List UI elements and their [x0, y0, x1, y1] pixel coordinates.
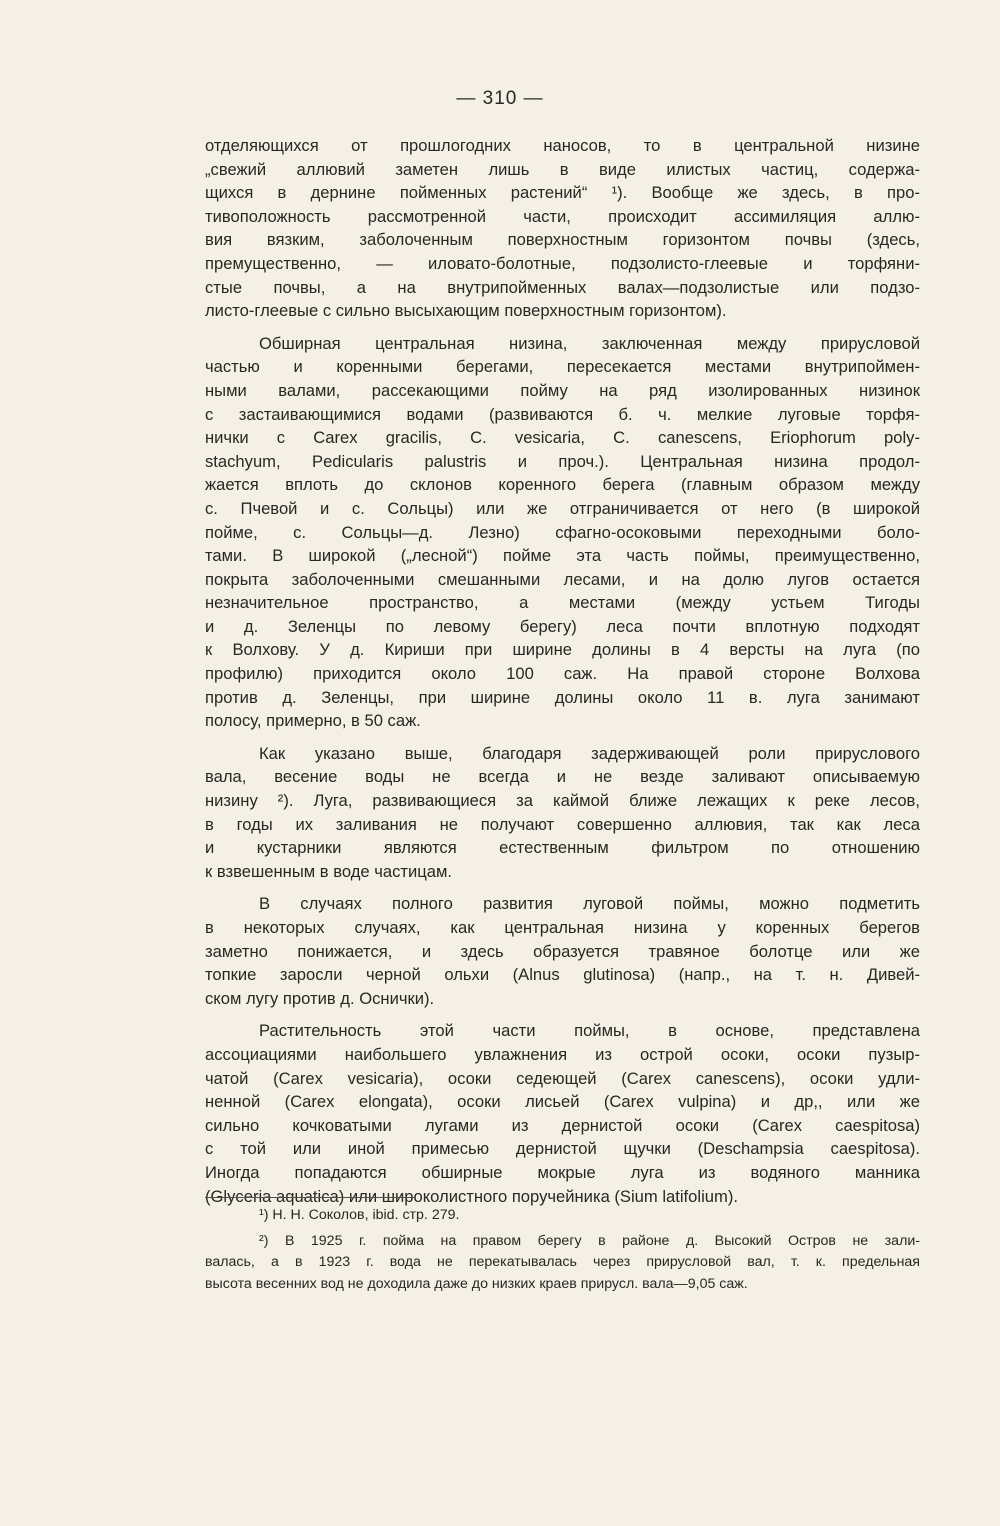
footnote — [205, 1205, 920, 1227]
footnote-line: валась, а в 1923 г. вода не перекатывалась через прирусловой вал, т. к. предельная — [205, 1254, 920, 1270]
text-line: „свежий аллювий заметен лишь в виде илистых частиц, содержа- — [205, 159, 920, 179]
text-line: Растительность этой части поймы, в основе, представлена — [259, 1021, 920, 1041]
page-number: — 310 — — [456, 88, 544, 109]
text-line: листо-глеевые с сильно высыхающим поверхностным горизонтом). — [205, 301, 727, 321]
text-line: частью и коренными берегами, пересекается местами внутрипоймен- — [205, 357, 920, 377]
paragraph — [205, 892, 920, 1010]
text-line: отделяющихся от прошлогодних наносов, то в центральной низине — [205, 136, 920, 155]
footnote — [205, 1231, 920, 1296]
text-line: В случаях полного развития луговой поймы, можно подметить — [259, 894, 920, 914]
text-line: жается вплоть до склонов коренного берега (главным образом между — [205, 475, 920, 495]
footnote-line: ¹) Н. Н. Соколов, ibid. стр. 279. — [259, 1207, 460, 1223]
paragraph — [205, 134, 920, 323]
text-line: тами. В широкой („лесной“) пойме эта часть поймы, преимущественно, — [205, 546, 920, 566]
footnotes — [205, 1205, 920, 1299]
text-line: сильно кочковатыми лугами из дернистой осоки (Carex caespitosa) — [205, 1115, 920, 1135]
text-line: к Волхову. У д. Кириши при ширине долины в 4 версты на луга (по — [205, 640, 920, 660]
text-line: в некоторых случаях, как центральная низина у коренных берегов — [205, 918, 920, 937]
text-line: и д. Зеленцы по левому берегу) леса почти вплотную подходят — [205, 616, 920, 636]
footnote-line: ²) В 1925 г. пойма на правом берегу в районе д. Высокий Остров не зали- — [259, 1232, 920, 1249]
text-line: ненной (Carex elongata), осоки лисьей (Carex vulpina) и др,, или же — [205, 1092, 920, 1112]
text-line: вала, весение воды не всегда и не везде заливают описываемую — [205, 767, 920, 787]
footnote-divider — [205, 1197, 415, 1198]
text-line: топкие заросли черной ольхи (Alnus glutinosa) (напр., на т. н. Дивей- — [205, 965, 920, 985]
text-line: вия вязким, заболоченным поверхностным горизонтом почвы (здесь, — [205, 230, 920, 250]
text-line: и кустарники являются естественным фильтром по отношению — [205, 838, 920, 858]
text-line: с застаивающимися водами (развиваются б. ч. мелкие луговые торфя- — [205, 404, 920, 424]
text-line: ском лугу против д. Оснички). — [205, 988, 435, 1008]
text-line: ассоциациями наибольшего увлажнения из острой осоки, осоки пузыр- — [205, 1044, 920, 1064]
text-line: нички с Carex gracilis, C. vesicaria, C. canescens, Eriophorum poly- — [205, 428, 920, 448]
text-line: профилю) приходится около 100 саж. На правой стороне Волхова — [205, 664, 920, 684]
paragraph — [205, 332, 920, 733]
text-line: стые почвы, а на внутрипойменных валах—подзолистые или подзо- — [205, 277, 920, 297]
paragraph — [205, 1019, 920, 1208]
text-line: с. Пчевой и с. Сольцы) или же отграничивается от него (в широкой — [205, 498, 920, 518]
text-line: щихся в дернине пойменных растений“ ¹). Вообще же здесь, в про- — [205, 183, 920, 203]
text-line: тивоположность рассмотренной части, происходит ассимиляция аллю- — [205, 206, 920, 226]
text-line: ными валами, рассекающими пойму на ряд изолированных низинок — [205, 380, 920, 400]
text-line: (Glyceria aquatica) или широколистного поручейника (Sium latifolium). — [205, 1186, 738, 1206]
text-line: незначительное пространство, а местами (между устьем Тигоды — [205, 593, 920, 613]
paragraph — [205, 742, 920, 884]
text-line: к взвешенным в воде частицам. — [205, 861, 453, 881]
text-line: Иногда попадаются обширные мокрые луга из водяного манника — [205, 1162, 920, 1182]
text-line: stachyum, Pedicularis palustris и проч.). Центральная низина продол- — [205, 451, 920, 471]
text-line: полосу, примерно, в 50 саж. — [205, 711, 421, 731]
text-line: Обширная центральная низина, заключенная между прирусловой — [259, 333, 920, 353]
text-line: чатой (Carex vesicaria), осоки седеющей (Carex canescens), осоки удли- — [205, 1068, 920, 1088]
body-text — [205, 134, 920, 1217]
text-line: против д. Зеленцы, при ширине долины около 11 в. луга занимают — [205, 687, 920, 707]
footnote-line: высота весенних вод не доходила даже до низких краев прирусл. вала—9,05 саж. — [205, 1275, 748, 1292]
text-line: заметно понижается, и здесь образуется травяное болотце или же — [205, 941, 920, 961]
text-line: с той или иной примесью дернистой щучки (Deschampsia caespitosa). — [205, 1139, 920, 1159]
text-line: покрыта заболоченными смешанными лесами, и на долю лугов остается — [205, 569, 920, 589]
text-line: премущественно, — иловато-болотные, подзолисто-глеевые и торфяни- — [205, 253, 920, 273]
text-line: пойме, с. Сольцы—д. Лезно) сфагно-осоковыми переходными боло- — [205, 522, 920, 542]
text-line: в годы их заливания не получают совершенно аллювия, так как леса — [205, 814, 920, 834]
text-line: низину ²). Луга, развивающиеся за каймой ближе лежащих к реке лесов, — [205, 791, 920, 811]
text-line: Как указано выше, благодаря задерживающей роли прируслового — [259, 743, 920, 763]
